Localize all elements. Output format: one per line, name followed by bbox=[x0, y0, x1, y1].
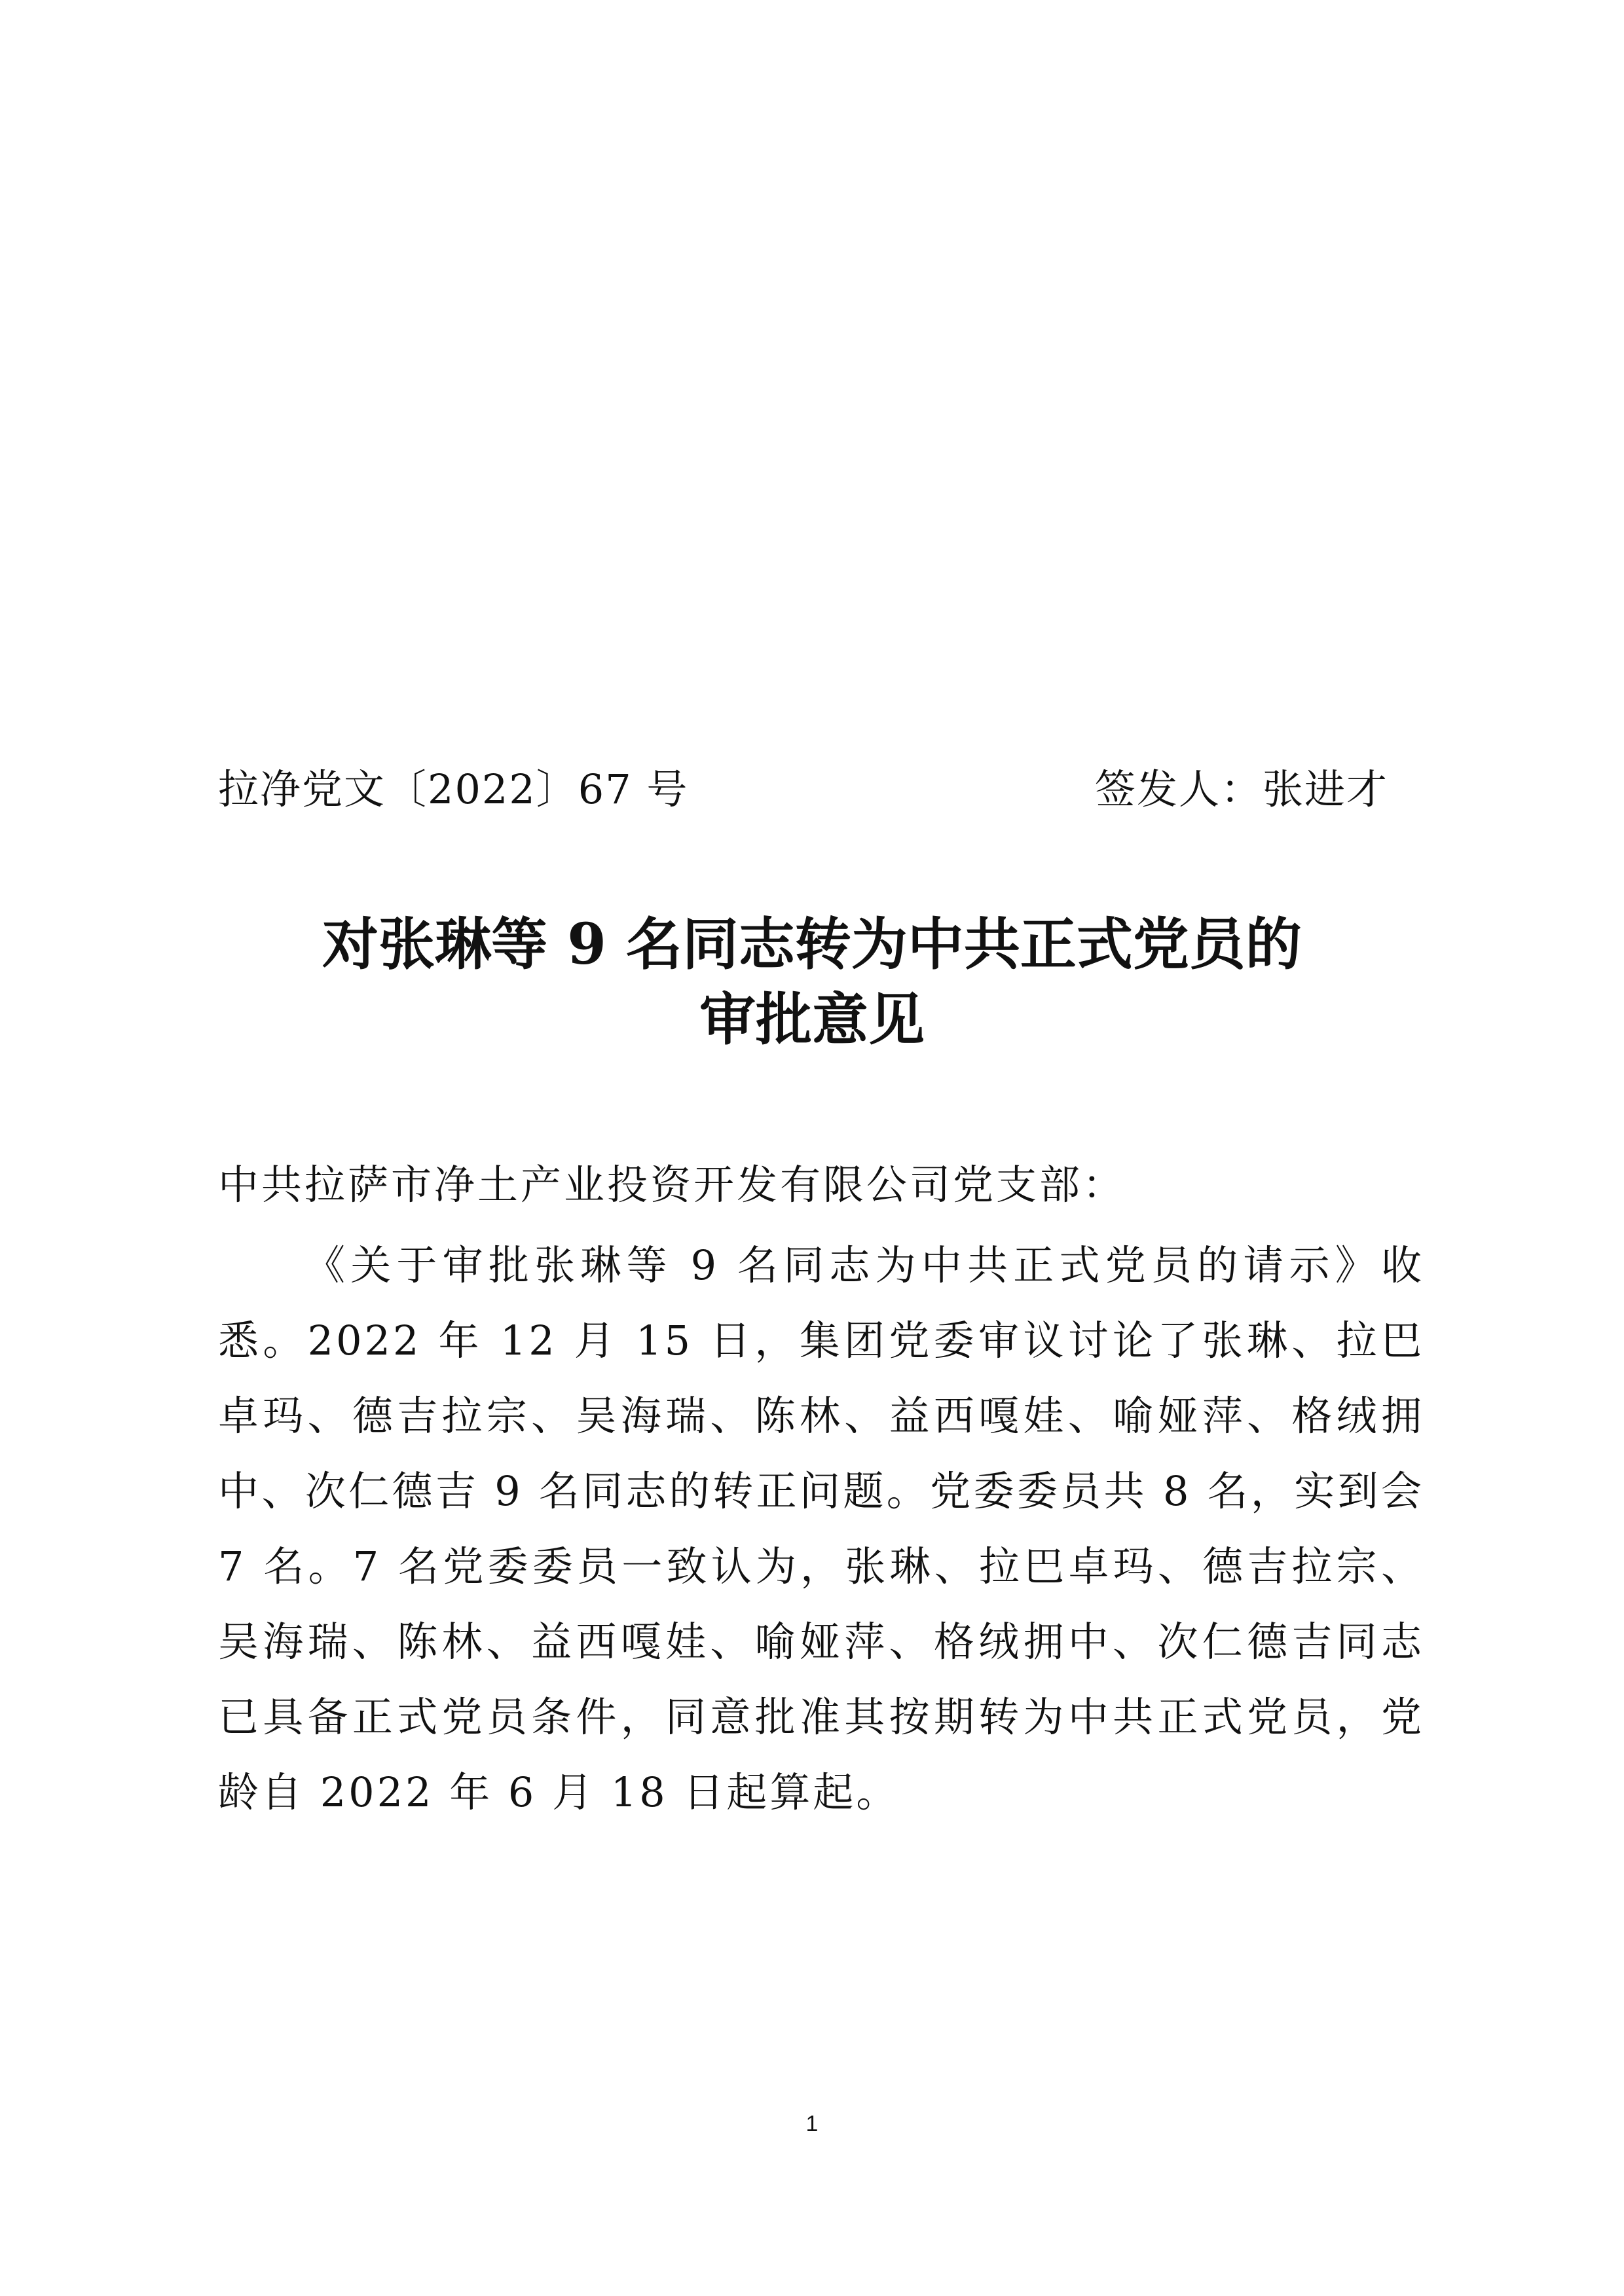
body-paragraph: 《关于审批张琳等 9 名同志为中共正式党员的请示》收悉。2022 年 12 月 15 日，集团党委审议讨论了张琳、拉巴卓玛、德吉拉宗、吴海瑞、陈林、益西嘎娃、喻娅萍、格绒拥中、次仁德吉 9 名同志的转正问题。党委委员共 8 名，实到会 7 名。7 名党委委员一致认为，张琳、拉巴卓玛、德吉拉宗、吴海瑞、陈林、益西嘎娃、喻娅萍、格绒拥中、次仁德吉同志已具备正式党员条件，同意批准其按期转为中共正式党员，党龄自 2022 年 6 月 18 日起算起。 bbox=[218, 1241, 1424, 1816]
document-title bbox=[0, 907, 1624, 1057]
signer: 签发人：张进才 bbox=[1094, 765, 1388, 813]
document-number: 拉净党文〔2022〕67 号 bbox=[218, 765, 689, 813]
page-number: 1 bbox=[805, 2111, 819, 2136]
title-line-2: 审批意见 bbox=[699, 987, 925, 1053]
recipient: 中共拉萨市净土产业投资开发有限公司党支部： bbox=[218, 1161, 1126, 1209]
document-reference-line bbox=[218, 753, 1388, 818]
title-line-1: 对张琳等 9 名同志转为中共正式党员的 bbox=[322, 911, 1302, 977]
